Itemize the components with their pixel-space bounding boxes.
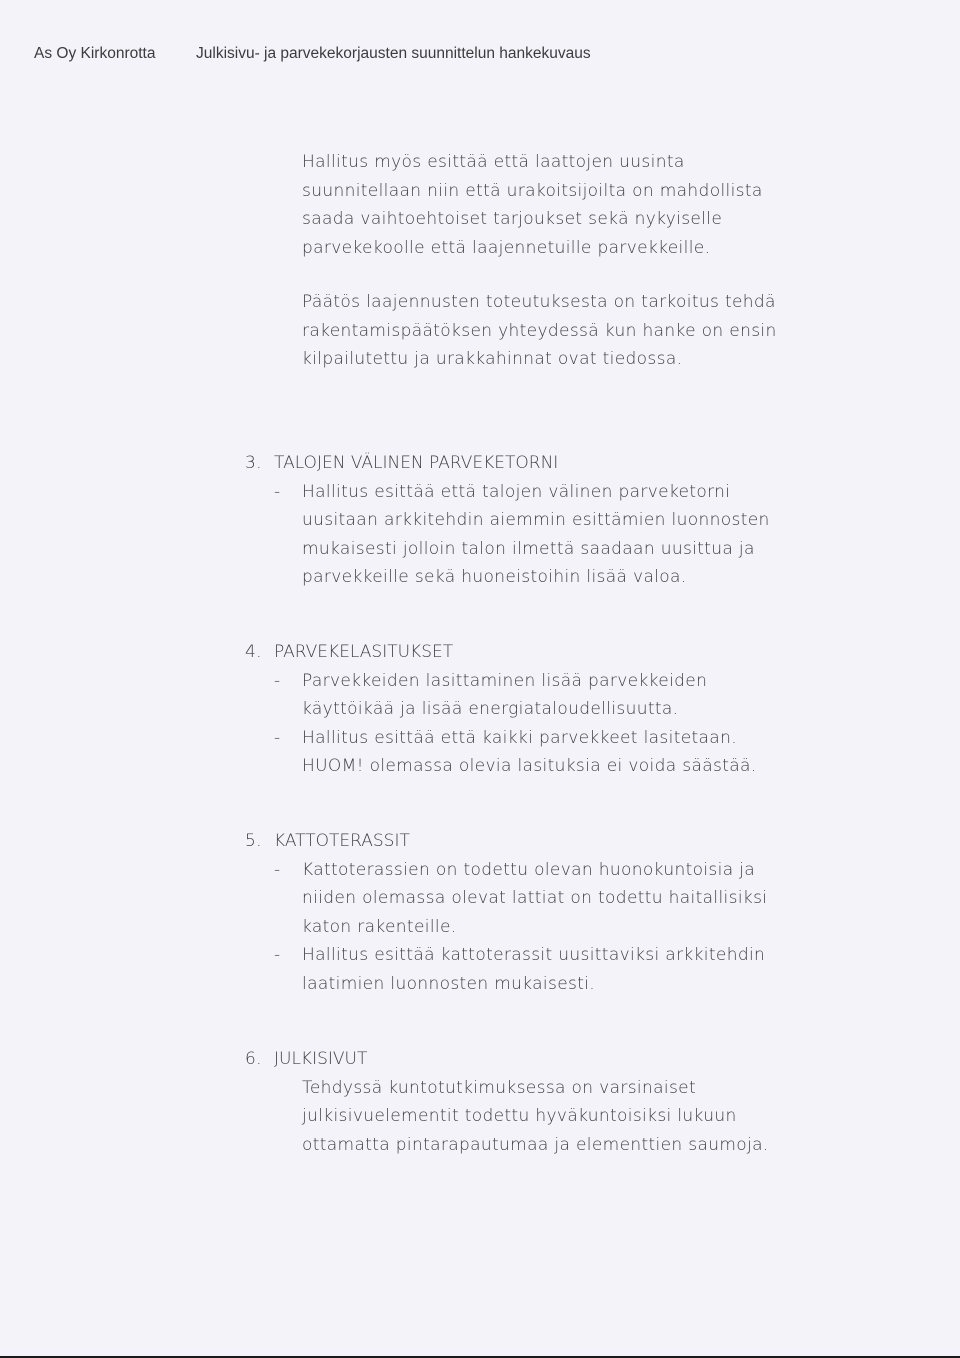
section-number: 5. (245, 831, 262, 851)
section-number: 6. (245, 1049, 262, 1069)
text-line: Hallitus myös esittää että laattojen uusinta (302, 152, 685, 172)
text-line: HUOM! olemassa olevia lasituksia ei voida säästää. (302, 756, 757, 777)
text-line: julkisivuelementit todettu hyväkuntoisiksi lukuun (302, 1106, 737, 1127)
bullet-item (274, 478, 865, 592)
header-organization: As Oy Kirkonrotta (34, 45, 156, 62)
text-line: käyttöikää ja lisää energiataloudellisuutta. (302, 699, 679, 720)
section-heading (245, 449, 865, 478)
bullet-dash: - (274, 859, 281, 880)
text-line: niiden olemassa olevat lattiat on todettu haitallisiksi (302, 888, 768, 909)
section-title: JULKISIVUT (274, 1049, 368, 1069)
text-line: katon rakenteille. (302, 916, 457, 937)
header-document-title: Julkisivu- ja parvekekorjausten suunnittelun hankekuvaus (196, 45, 591, 62)
text-line: Tehdyssä kuntotutkimuksessa on varsinaiset (302, 1077, 696, 1098)
text-line: kilpailutettu ja urakkahinnat ovat tiedossa. (302, 349, 683, 370)
intro-paragraph-1 (302, 148, 862, 262)
section-5 (245, 827, 865, 999)
section-number: 4. (245, 642, 262, 662)
section-title: PARVEKELASITUKSET (274, 642, 454, 662)
bullet-dash: - (274, 727, 281, 748)
text-line: Hallitus esittää kattoterassit uusittaviksi arkkitehdin (302, 945, 766, 966)
section-6 (245, 1045, 865, 1159)
text-line: ottamatta pintarapautumaa ja elementtien saumoja. (302, 1134, 769, 1155)
bullet-item (274, 941, 865, 998)
bullet-dash: - (274, 481, 281, 502)
section-number: 3. (245, 453, 262, 473)
section-title: KATTOTERASSIT (274, 831, 410, 851)
bullet-item (274, 667, 865, 724)
page-header (34, 45, 591, 63)
text-line: Hallitus esittää että kaikki parvekkeet lasitetaan. (302, 727, 737, 748)
section-4 (245, 638, 865, 781)
text-line: parvekekoolle että laajennetuille parvekkeille. (302, 237, 711, 258)
section-title: TALOJEN VÄLINEN PARVEKETORNI (274, 453, 559, 473)
text-line: saada vaihtoehtoiset tarjoukset sekä nykyiselle (302, 209, 723, 230)
bullet-dash: - (274, 945, 281, 966)
section-heading (245, 638, 865, 667)
text-line: laatimien luonnosten mukaisesti. (302, 973, 596, 994)
text-line: Hallitus esittää että talojen välinen parveketorni (302, 481, 731, 502)
section-3 (245, 449, 865, 592)
text-line: Päätös laajennusten toteutuksesta on tarkoitus tehdä (302, 292, 776, 312)
section-heading (245, 1045, 865, 1074)
text-line: suunnitellaan niin että urakoitsijoilta on mahdollista (302, 180, 763, 201)
text-line: Kattoterassien on todettu olevan huonokuntoisia ja (302, 859, 756, 880)
text-line: uusitaan arkkitehdin aiemmin esittämien luonnosten (302, 510, 770, 531)
bullet-dash: - (274, 670, 281, 691)
text-line: Parvekkeiden lasittaminen lisää parvekkeiden (302, 670, 708, 691)
text-line: rakentamispäätöksen yhteydessä kun hanke on ensin (302, 320, 777, 341)
text-line: parvekkeille sekä huoneistoihin lisää valoa. (302, 567, 687, 588)
bullet-item (274, 724, 865, 781)
section-heading (245, 827, 865, 856)
text-line: mukaisesti jolloin talon ilmettä saadaan uusittua ja (302, 538, 755, 559)
bullet-item (274, 856, 865, 942)
intro-paragraph-2 (302, 288, 862, 374)
section-paragraph (302, 1074, 865, 1160)
